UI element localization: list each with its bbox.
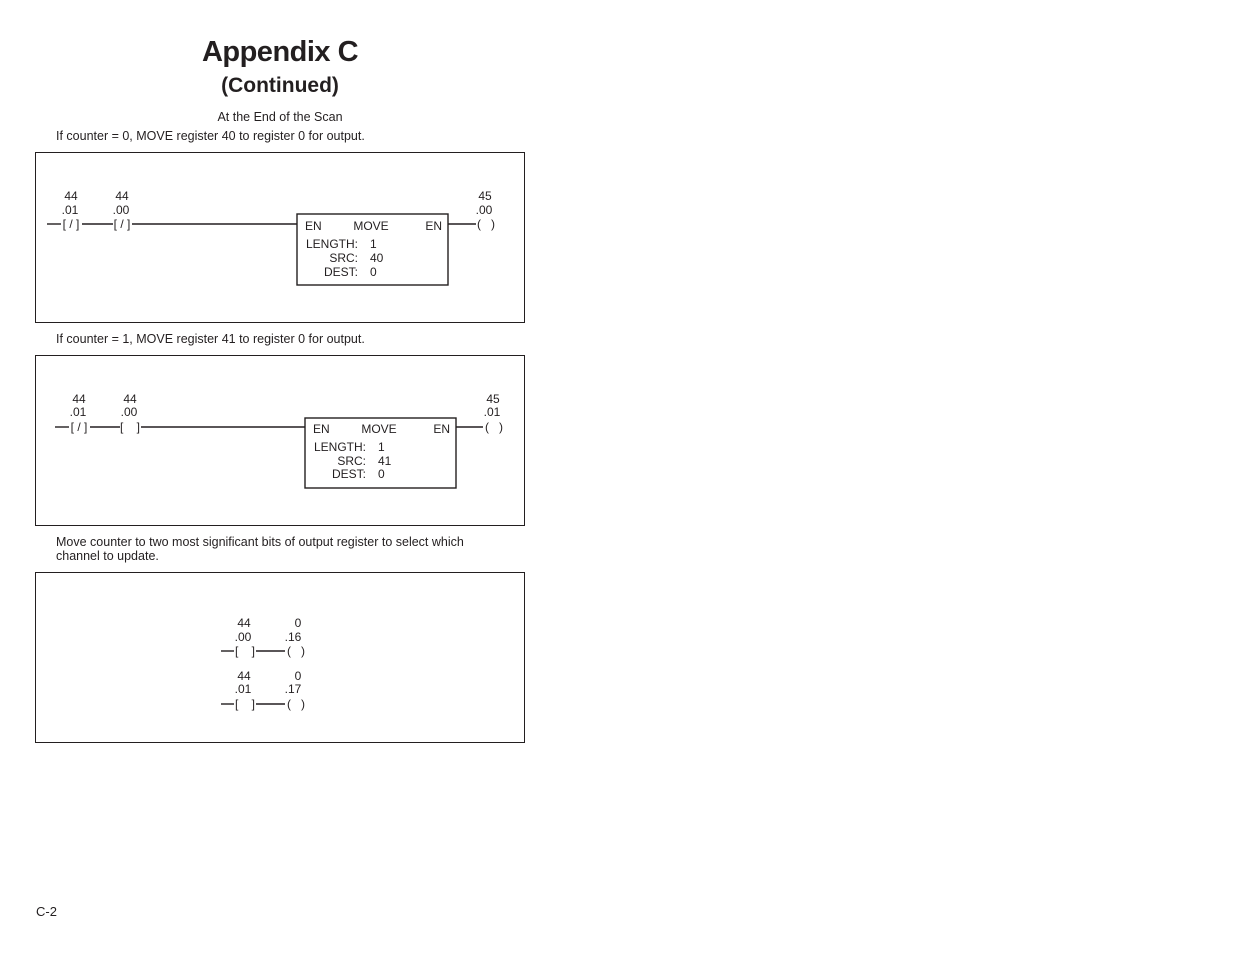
- coil-register: 0: [294, 616, 302, 630]
- block-length-value: 1: [370, 237, 377, 251]
- ladder-diagram-2: [35, 355, 525, 526]
- contact-1-symbol: [ / ]: [70, 420, 88, 434]
- block-src-label: SRC:: [329, 251, 358, 265]
- contact-1-bit: .01: [69, 405, 87, 419]
- block-length-label: LENGTH:: [305, 237, 358, 251]
- contact-2-register: 44: [123, 392, 137, 406]
- contact-1-register: 44: [72, 392, 86, 406]
- contact-register: 44: [237, 669, 251, 683]
- ladder-diagram-1: [35, 152, 525, 323]
- coil-symbol: ( ): [477, 217, 495, 231]
- ladder-rung-2: [35, 355, 525, 526]
- coil-symbol: ( ): [485, 420, 503, 434]
- contact-1-symbol: [ / ]: [62, 217, 80, 231]
- contact-2-bit: .00: [120, 405, 138, 419]
- contact-register: 44: [237, 616, 251, 630]
- block-length-value: 1: [378, 440, 385, 454]
- section-heading: At the End of the Scan: [217, 110, 343, 124]
- block-name: MOVE: [353, 219, 389, 233]
- diagram-3-caption-line-2: channel to update.: [56, 549, 159, 563]
- ladder-rung-1: [35, 152, 525, 323]
- coil-bit: .16: [284, 630, 302, 644]
- block-en-in: EN: [305, 219, 322, 233]
- contact-2-symbol: [ / ]: [113, 217, 131, 231]
- block-en-out: EN: [425, 219, 442, 233]
- coil-register: 45: [486, 392, 500, 406]
- page-subtitle: (Continued): [221, 74, 339, 97]
- contact-2-bit: .00: [112, 203, 130, 217]
- page-title: Appendix C: [201, 36, 359, 68]
- coil-register: 45: [478, 189, 492, 203]
- page-number: C-2: [36, 904, 57, 919]
- contact-2-symbol: [ ]: [119, 420, 141, 434]
- coil-bit: .01: [483, 405, 501, 419]
- block-length-label: LENGTH:: [313, 440, 366, 454]
- block-name: MOVE: [361, 422, 397, 436]
- diagram-2-caption: If counter = 1, MOVE register 41 to register 0 for output.: [56, 332, 365, 346]
- diagram-1-caption: If counter = 0, MOVE register 40 to register 0 for output.: [56, 129, 365, 143]
- block-dest-label: DEST:: [331, 467, 366, 481]
- diagram-3-caption-line-1: Move counter to two most significant bits of output register to select which: [56, 535, 464, 549]
- contact-1-bit: .01: [61, 203, 79, 217]
- block-en-out: EN: [433, 422, 450, 436]
- coil-register: 0: [294, 669, 302, 683]
- coil-bit: .17: [284, 682, 302, 696]
- coil-symbol: ( ): [287, 644, 305, 658]
- coil-bit: .00: [475, 203, 493, 217]
- block-en-in: EN: [313, 422, 330, 436]
- block-dest-label: DEST:: [323, 265, 358, 279]
- contact-bit: .01: [234, 682, 252, 696]
- diagram-3-caption: [56, 535, 464, 563]
- contact-1-register: 44: [64, 189, 78, 203]
- block-src-value: 41: [378, 454, 392, 468]
- ladder-diagram-3: [35, 572, 525, 743]
- contact-symbol: [ ]: [234, 644, 256, 658]
- ladder-rungs-3: [35, 572, 525, 743]
- block-src-label: SRC:: [337, 454, 366, 468]
- block-src-value: 40: [370, 251, 384, 265]
- block-dest-value: 0: [378, 467, 385, 481]
- coil-symbol: ( ): [287, 697, 305, 711]
- block-dest-value: 0: [370, 265, 377, 279]
- contact-bit: .00: [234, 630, 252, 644]
- contact-2-register: 44: [115, 189, 129, 203]
- contact-symbol: [ ]: [234, 697, 256, 711]
